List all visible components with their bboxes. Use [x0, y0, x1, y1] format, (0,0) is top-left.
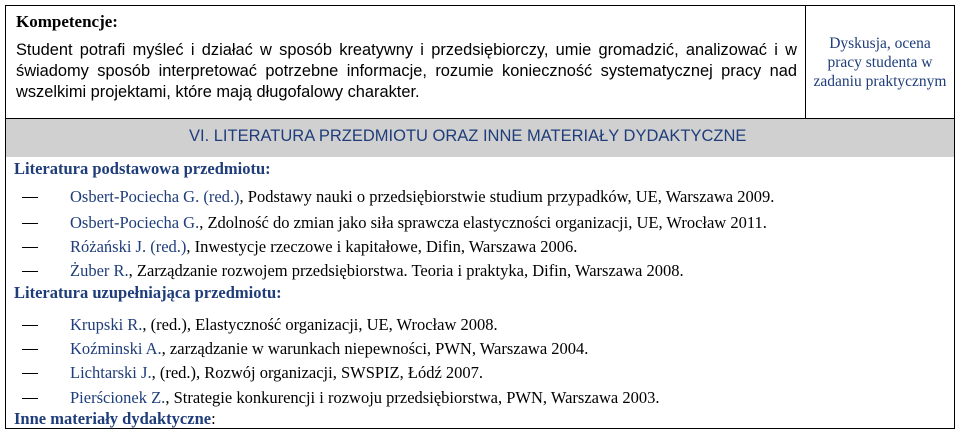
- item-details: , (red.), Rozwój organizacji, SWSPIZ, Łódź 2007.: [151, 363, 484, 382]
- competencies-text: Student potrafi myśleć i działać w sposób kreatywny i przedsiębiorczy, umie gromadzić, analizować i w świadomy sposób interpretować potrzebne informacje, rozumie konieczność systematycznej pracy nad wszelkimi projektami, które mają długofalowy charakter.: [16, 41, 797, 101]
- item-details: , (red.), Elastyczność organizacji, UE, Wrocław 2008.: [142, 315, 498, 334]
- other-materials-label: Inne materiały dydaktyczne: [14, 409, 212, 428]
- item-details: , Strategie konkurencji i rozwoju przedsiębiorstwa, PWN, Warszawa 2003.: [165, 388, 660, 407]
- item-author: Pierścionek Z.: [70, 388, 166, 407]
- primary-literature-item: [22, 237, 577, 257]
- supplementary-literature-item: [22, 363, 483, 383]
- item-author: Różański J. (red.): [70, 237, 187, 256]
- dash-bullet: [22, 247, 38, 248]
- competencies-row: [6, 6, 954, 119]
- competencies-cell: [6, 6, 806, 118]
- item-details: , Podstawy nauki o przedsiębiorstwie studium przypadków, UE, Warszawa 2009.: [239, 187, 775, 206]
- item-details: , Inwestycje rzeczowe i kapitałowe, Difin, Warszawa 2006.: [186, 237, 578, 256]
- dash-bullet: [22, 349, 38, 350]
- other-materials-colon: :: [211, 409, 216, 428]
- dash-bullet: [22, 223, 38, 224]
- supplementary-literature-item: [22, 388, 659, 408]
- item-author: Koźminski A.: [70, 339, 162, 358]
- supplementary-literature-heading: Literatura uzupełniająca przedmiotu:: [14, 283, 282, 302]
- supplementary-literature-item: [22, 315, 498, 335]
- dash-bullet: [22, 373, 38, 374]
- section-header-bar: [6, 119, 954, 157]
- assessment-method-cell: Dyskusja, ocena pracy studenta w zadaniu praktycznym: [813, 34, 947, 90]
- section-title: VI. LITERATURA PRZEDMIOTU ORAZ INNE MATERIAŁY DYDAKTYCZNE: [189, 127, 747, 145]
- supplementary-literature-item: [22, 339, 588, 359]
- item-details: , zarządzanie w warunkach niepewności, PWN, Warszawa 2004.: [161, 339, 589, 358]
- dash-bullet: [22, 325, 38, 326]
- item-author: Osbert-Pociecha G. (red.): [70, 187, 240, 206]
- literature-section: [6, 157, 954, 427]
- item-author: Żuber R.: [70, 261, 129, 280]
- other-materials-heading: [14, 409, 216, 429]
- item-author: Osbert-Pociecha G.: [70, 213, 200, 232]
- primary-literature-item: [22, 261, 684, 281]
- item-author: Krupski R.: [70, 315, 143, 334]
- dash-bullet: [22, 197, 38, 198]
- dash-bullet: [22, 398, 38, 399]
- dash-bullet: [22, 271, 38, 272]
- syllabus-table: [5, 5, 955, 429]
- item-author: Lichtarski J.: [70, 363, 152, 382]
- primary-literature-item: [22, 213, 767, 233]
- competencies-heading: Kompetencje:: [16, 12, 118, 31]
- primary-literature-item: [22, 187, 774, 207]
- item-details: , Zarządzanie rozwojem przedsiębiorstwa. Teoria i praktyka, Difin, Warszawa 2008.: [128, 261, 684, 280]
- primary-literature-heading: Literatura podstawowa przedmiotu:: [14, 159, 271, 178]
- item-details: , Zdolność do zmian jako siła sprawcza elastyczności organizacji, UE, Wrocław 2011.: [199, 213, 767, 232]
